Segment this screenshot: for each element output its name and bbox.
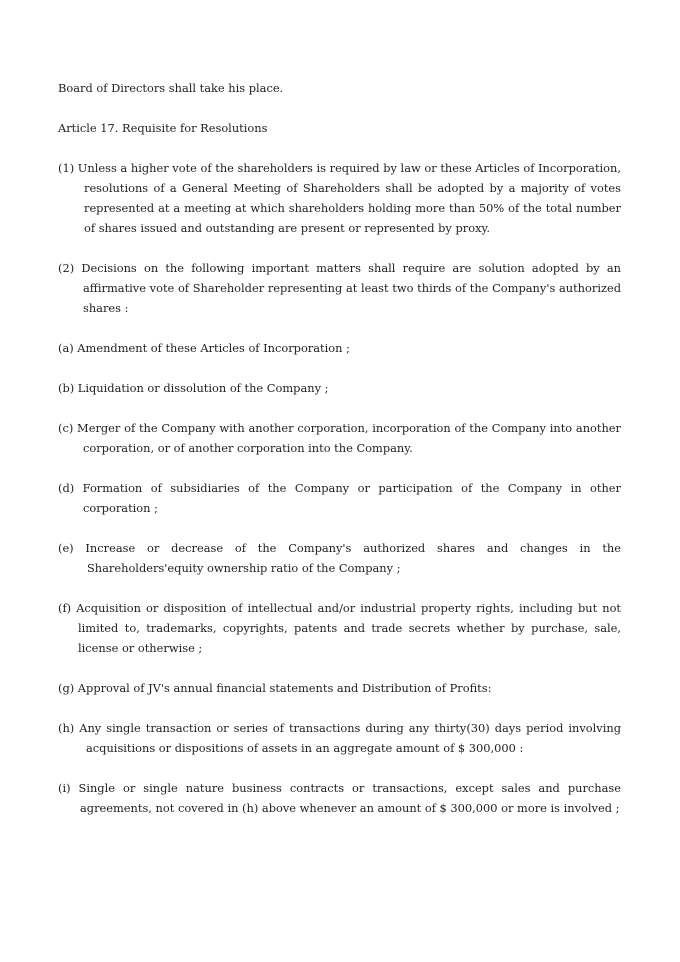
document-page <box>58 78 621 838</box>
item-c: (c) Merger of the Company with another corporation, incorporation of the Company into another corporation, or of another corporation into the Company. <box>58 421 621 455</box>
item-h: (h) Any single transaction or series of transactions during any thirty(30) days period involving acquisitions or dispositions of assets in an aggregate amount of $ 300,000 : <box>58 721 621 755</box>
article-heading: Article 17. Requisite for Resolutions <box>58 121 268 135</box>
item-b: (b) Liquidation or dissolution of the Company ; <box>58 381 329 395</box>
item-e: (e) Increase or decrease of the Company's authorized shares and changes in the Shareholders'equity ownership ratio of the Company ; <box>58 541 621 575</box>
item-f: (f) Acquisition or disposition of intellectual and/or industrial property rights, including but not limited to, trademarks, copyrights, patents and trade secrets whether by purchase, sale, license or otherwise ; <box>58 601 621 655</box>
item-i: (i) Single or single nature business contracts or transactions, except sales and purchase agreements, not covered in (h) above whenever an amount of $ 300,000 or more is involved ; <box>58 781 621 815</box>
item-d: (d) Formation of subsidiaries of the Company or participation of the Company in other corporation ; <box>58 481 621 515</box>
item-g: (g) Approval of JV's annual financial statements and Distribution of Profits: <box>58 681 492 695</box>
paragraph-1: (1) Unless a higher vote of the shareholders is required by law or these Articles of Incorporation, resolutions of a General Meeting of Shareholders shall be adopted by a majority of votes represented at a meeting at which shareholders holding more than 50% of the total number of shares issued and outstanding are present or represented by proxy. <box>58 161 621 235</box>
item-a: (a) Amendment of these Articles of Incorporation ; <box>58 341 350 355</box>
paragraph-2: (2) Decisions on the following important matters shall require are solution adopted by an affirmative vote of Shareholder representing at least two thirds of the Company's authorized shares : <box>58 261 621 315</box>
intro-text: Board of Directors shall take his place. <box>58 81 284 95</box>
